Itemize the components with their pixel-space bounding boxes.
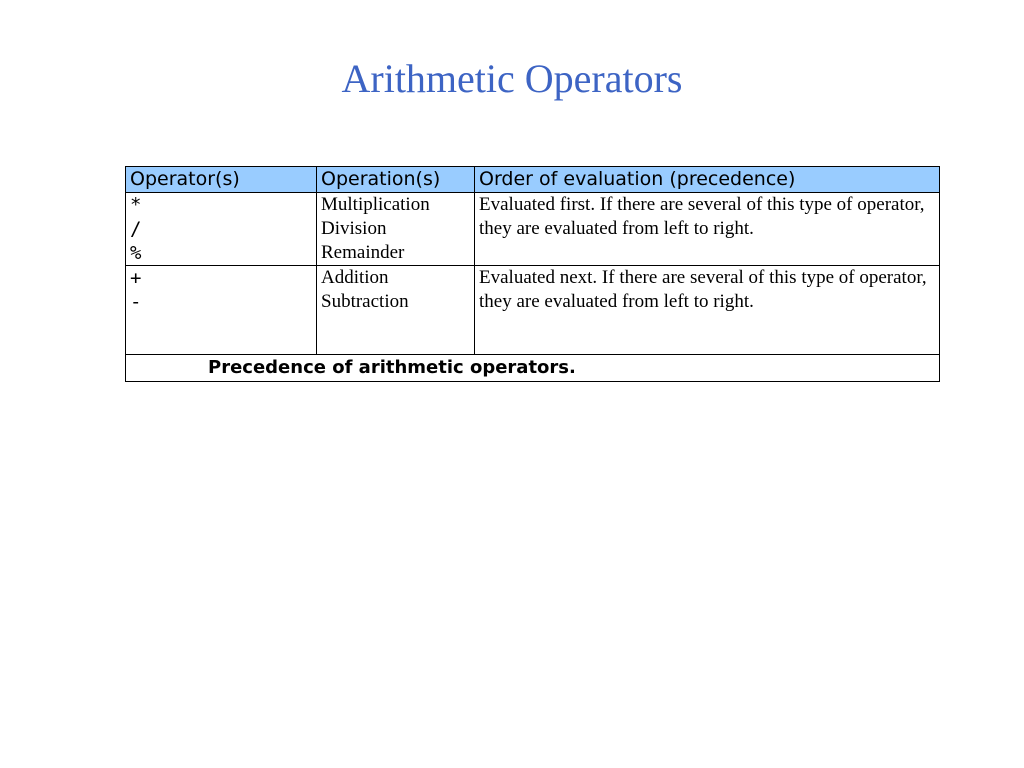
operation-remainder: Remainder — [321, 242, 405, 263]
operations-cell — [317, 193, 475, 266]
table-header-row — [126, 167, 940, 193]
operators-cell — [126, 193, 317, 266]
operation-division: Division — [321, 218, 387, 239]
precedence-table — [125, 166, 940, 382]
header-order: Order of evaluation (precedence) — [475, 167, 940, 193]
operation-multiplication: Multiplication — [321, 194, 430, 215]
header-operations: Operation(s) — [317, 167, 475, 193]
operations-cell — [317, 266, 475, 355]
operator-multiply: * — [130, 194, 142, 216]
operator-remainder: % — [130, 242, 142, 264]
table-row — [126, 193, 940, 266]
operator-minus: - — [130, 291, 142, 313]
operator-divide: / — [130, 218, 142, 240]
operation-addition: Addition — [321, 267, 389, 288]
table-row — [126, 266, 940, 355]
order-cell: Evaluated first. If there are several of this type of operator, they are evaluated from left to right. — [475, 193, 940, 266]
table-caption: Precedence of arithmetic operators. — [126, 355, 940, 382]
table-caption-row — [126, 355, 940, 382]
operation-subtraction: Subtraction — [321, 291, 409, 312]
slide-title: Arithmetic Operators — [341, 56, 683, 101]
operator-plus: + — [130, 267, 142, 289]
order-cell: Evaluated next. If there are several of this type of operator, they are evaluated from left to right. — [475, 266, 940, 355]
operators-cell — [126, 266, 317, 355]
header-operators: Operator(s) — [126, 167, 317, 193]
